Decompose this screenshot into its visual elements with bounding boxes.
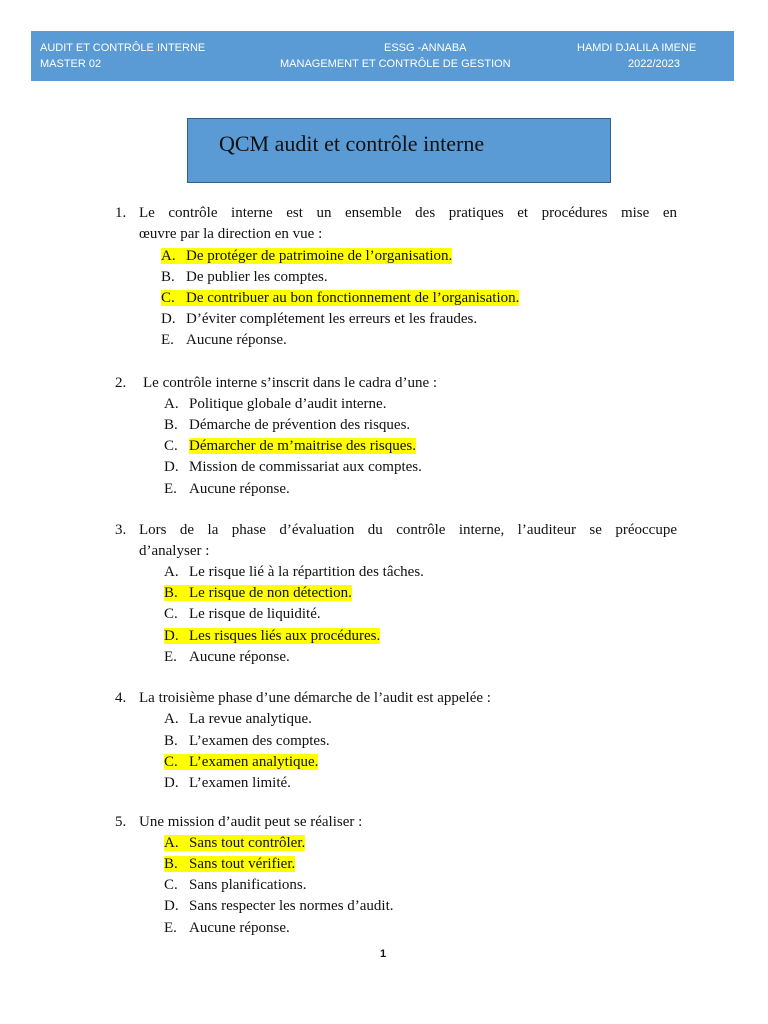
question-text: Le contrôle interne s’inscrit dans le cadra d’une :: [143, 375, 438, 391]
option-text: Mission de commissariat aux comptes.: [189, 459, 422, 475]
option-2a: [164, 394, 386, 414]
title-box: [187, 118, 611, 183]
question-number: 1.: [115, 205, 127, 221]
option-4a: [164, 709, 312, 729]
header-year: 2022/2023: [628, 58, 680, 70]
page-title: QCM audit et contrôle interne: [219, 131, 485, 156]
option-text: Le risque de liquidité.: [189, 606, 321, 622]
question-text-continued: d’analyser :: [139, 543, 210, 559]
option-1e: [161, 330, 287, 350]
question-text: Une mission d’audit peut se réaliser :: [139, 814, 363, 830]
option-2c: [164, 436, 416, 456]
option-letter: C.: [164, 877, 178, 893]
option-3a: [164, 562, 424, 582]
option-letter: B.: [164, 856, 178, 872]
page-header: [31, 31, 734, 81]
option-letter: D.: [161, 311, 176, 327]
header-course: AUDIT ET CONTRÔLE INTERNE: [40, 42, 206, 54]
question-number: 3.: [115, 522, 127, 538]
option-2b: [164, 415, 410, 435]
page-number: 1: [380, 948, 387, 960]
option-text: L’examen des comptes.: [189, 733, 330, 749]
option-3d: [164, 626, 380, 646]
option-letter: B.: [164, 585, 178, 601]
option-text: Politique globale d’audit interne.: [189, 396, 387, 412]
option-text: L’examen analytique.: [189, 754, 319, 770]
option-text: Aucune réponse.: [189, 481, 290, 497]
option-letter: C.: [164, 606, 178, 622]
option-letter: B.: [164, 417, 178, 433]
option-4b: [164, 731, 330, 751]
option-1a: [161, 246, 452, 266]
option-5d: [164, 896, 394, 916]
option-text: Aucune réponse.: [189, 920, 290, 936]
option-3b: [164, 583, 352, 603]
header-author: HAMDI DJALILA IMENE: [577, 42, 697, 54]
option-text: L’examen limité.: [189, 775, 291, 791]
option-5c: [164, 875, 306, 895]
option-text: De contribuer au bon fonctionnement de l’organisation.: [186, 290, 520, 306]
header-program: MANAGEMENT ET CONTRÔLE DE GESTION: [280, 58, 511, 70]
option-2e: [164, 479, 290, 499]
option-text: Sans respecter les normes d’audit.: [189, 898, 394, 914]
option-letter: D.: [164, 628, 179, 644]
option-text: Aucune réponse.: [189, 649, 290, 665]
question-text: La troisième phase d’une démarche de l’audit est appelée :: [139, 690, 491, 706]
header-level: MASTER 02: [40, 58, 102, 70]
option-text: La revue analytique.: [189, 711, 312, 727]
question-text: Le contrôle interne est un ensemble des pratiques et procédures mise en: [139, 205, 677, 221]
option-text: De protéger de patrimoine de l’organisation.: [186, 248, 453, 264]
option-5a: [164, 833, 305, 853]
option-letter: A.: [161, 248, 176, 264]
option-letter: B.: [161, 269, 175, 285]
option-letter: C.: [164, 754, 178, 770]
option-5b: [164, 854, 295, 874]
option-text: Sans planifications.: [189, 877, 307, 893]
question-text-continued: œuvre par la direction en vue :: [139, 226, 323, 242]
option-1c: [161, 288, 519, 308]
option-text: De publier les comptes.: [186, 269, 328, 285]
option-4c: [164, 752, 318, 772]
question-text: Lors de la phase d’évaluation du contrôle interne, l’auditeur se préoccupe: [139, 522, 677, 538]
option-1b: [161, 267, 328, 287]
option-text: Les risques liés aux procédures.: [189, 628, 381, 644]
option-2d: [164, 457, 422, 477]
option-letter: A.: [164, 564, 179, 580]
header-school: ESSG -ANNABA: [384, 42, 467, 54]
option-letter: E.: [164, 481, 177, 497]
question-number: 2.: [115, 375, 127, 391]
question-number: 5.: [115, 814, 127, 830]
option-letter: A.: [164, 835, 179, 851]
option-letter: D.: [164, 775, 179, 791]
option-letter: D.: [164, 898, 179, 914]
option-3c: [164, 604, 321, 624]
option-letter: E.: [164, 649, 177, 665]
option-3e: [164, 647, 290, 667]
option-4d: [164, 773, 291, 793]
option-text: D’éviter complétement les erreurs et les fraudes.: [186, 311, 478, 327]
option-letter: D.: [164, 459, 179, 475]
option-letter: E.: [164, 920, 177, 936]
option-letter: C.: [161, 290, 175, 306]
option-5e: [164, 918, 290, 938]
option-text: Sans tout contrôler.: [189, 835, 306, 851]
option-text: Démarche de prévention des risques.: [189, 417, 411, 433]
option-letter: A.: [164, 396, 179, 412]
option-text: Le risque de non détection.: [189, 585, 352, 601]
option-text: Sans tout vérifier.: [189, 856, 296, 872]
option-letter: B.: [164, 733, 178, 749]
option-text: Aucune réponse.: [186, 332, 287, 348]
option-letter: C.: [164, 438, 178, 454]
option-letter: A.: [164, 711, 179, 727]
option-1d: [161, 309, 477, 329]
option-text: Démarcher de m’maitrise des risques.: [189, 438, 416, 454]
option-letter: E.: [161, 332, 174, 348]
option-text: Le risque lié à la répartition des tâches.: [189, 564, 424, 580]
question-number: 4.: [115, 690, 127, 706]
